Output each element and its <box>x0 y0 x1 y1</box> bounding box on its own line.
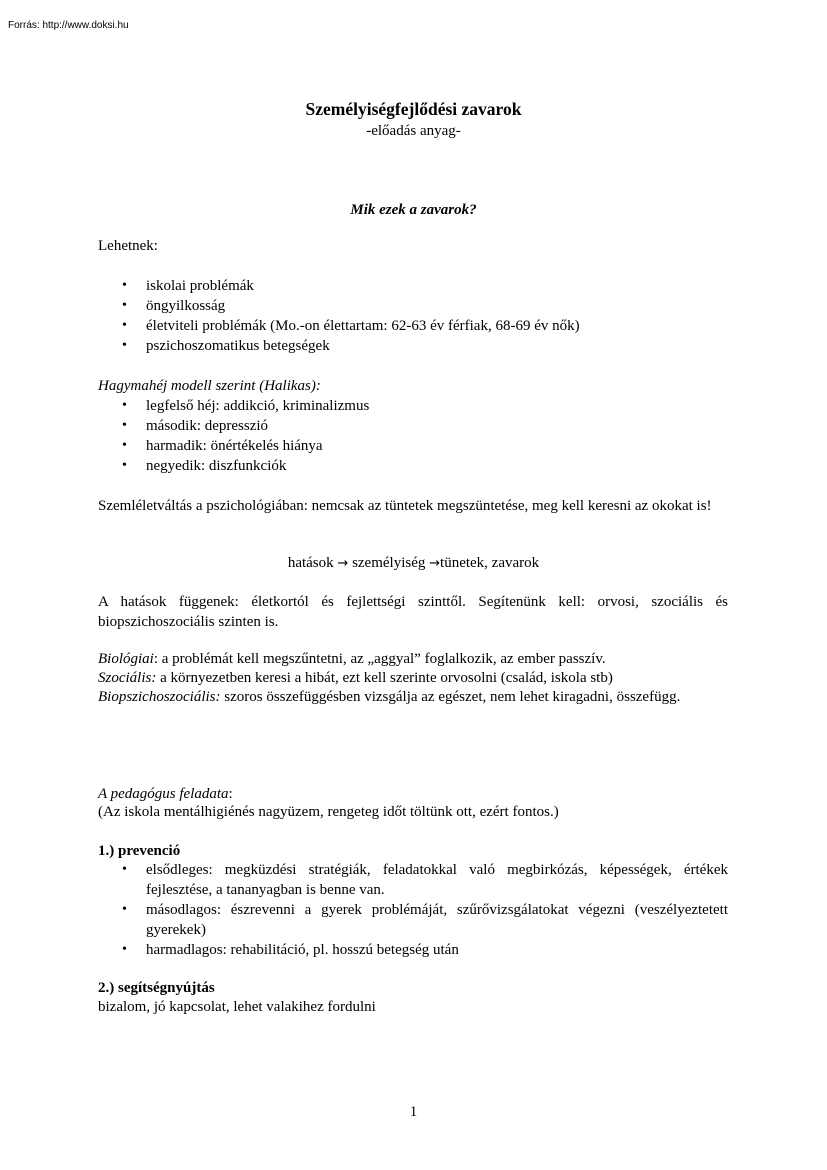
arrow-right-icon: → <box>429 556 441 571</box>
pedagogus-colon: : <box>228 786 233 802</box>
biologiai-label: Biológiai <box>98 651 154 667</box>
segitsegnyujtas-text: bizalom, jó kapcsolat, lehet valakihez fordulni <box>98 999 376 1015</box>
page-number: 1 <box>409 1104 418 1120</box>
lehetnek-label: Lehetnek: <box>98 238 158 254</box>
prevencio-heading: 1.) prevenció <box>98 843 181 859</box>
list-item: • iskolai problémák <box>120 276 728 296</box>
arrow-right-icon: → <box>337 556 349 571</box>
flow-line <box>0 553 827 574</box>
szocialis-label: Szociális: <box>98 670 157 686</box>
source-label: Forrás: http://www.doksi.hu <box>8 20 129 31</box>
list-item: • öngyilkosság <box>120 296 728 316</box>
hagymahej-label: Hagymahéj modell szerint (Halikas): <box>98 378 321 394</box>
list-item: • második: depresszió <box>120 416 728 436</box>
biopszichoszocialis-text: szoros összefüggésben vizsgálja az egészet, nem lehet kiragadni, összefügg. <box>220 689 681 705</box>
paragraph-hatasok: A hatások függenek: életkortól és fejlettségi szinttől. Segítenünk kell: orvosi, szociális és biopszichoszociális szinten is. <box>98 594 728 630</box>
flow-szemelyiseg: személyiség <box>352 555 426 571</box>
pedagogus-label: A pedagógus feladata <box>98 786 229 802</box>
page-title: Személyiségfejlődési zavarok <box>305 99 522 119</box>
list-item: • harmadik: önértékelés hiánya <box>120 436 728 456</box>
list-item: • harmadlagos: rehabilitáció, pl. hosszú betegség után <box>120 940 728 960</box>
flow-tunetek: tünetek, zavarok <box>440 555 540 571</box>
list-item: • életviteli problémák (Mo.-on élettartam: 62-63 év férfiak, 68-69 év nők) <box>120 316 728 336</box>
list-item: • másodlagos: észrevenni a gyerek problémáját, szűrővizsgálatokat végezni (veszélyeztetett gyerekek) <box>120 900 728 940</box>
flow-hatasok: hatások <box>287 555 334 571</box>
biologiai-text: : a problémát kell megszűntetni, az „aggyal” foglalkozik, az ember passzív. <box>153 651 606 667</box>
section-question: Mik ezek a zavarok? <box>350 202 477 218</box>
hagymahej-list <box>120 396 728 476</box>
biopszichoszocialis-label: Biopszichoszociális: <box>98 689 221 705</box>
list-item: • negyedik: diszfunkciók <box>120 456 728 476</box>
problem-list <box>120 276 728 356</box>
prevencio-list <box>120 860 728 960</box>
list-item: • legfelső héj: addikció, kriminalizmus <box>120 396 728 416</box>
paragraph-szocialis <box>98 668 728 688</box>
page-subtitle: -előadás anyag- <box>366 123 461 139</box>
list-item: • elsődleges: megküzdési stratégiák, feladatokkal való megbirkózás, képességek, értékek fejlesztése, a tananyagban is benne van. <box>120 860 728 900</box>
paragraph-biologiai <box>98 649 728 669</box>
pedagogus-paren: (Az iskola mentálhigiénés nagyüzem, rengeteg időt töltünk ott, ezért fontos.) <box>98 804 559 820</box>
pedagogus-heading <box>98 784 728 804</box>
list-item: • pszichoszomatikus betegségek <box>120 336 728 356</box>
szocialis-text: a környezetben keresi a hibát, ezt kell szerinte orvosolni (család, iskola stb) <box>156 670 613 686</box>
segitsegnyujtas-heading: 2.) segítségnyújtás <box>98 980 215 996</box>
paragraph-szemleletvaltas: Szemléletváltás a pszichológiában: nemcsak az tüntetek megszüntetése, meg kell keresni az okokat is! <box>98 498 712 514</box>
paragraph-biopszichoszocialis <box>98 687 728 707</box>
